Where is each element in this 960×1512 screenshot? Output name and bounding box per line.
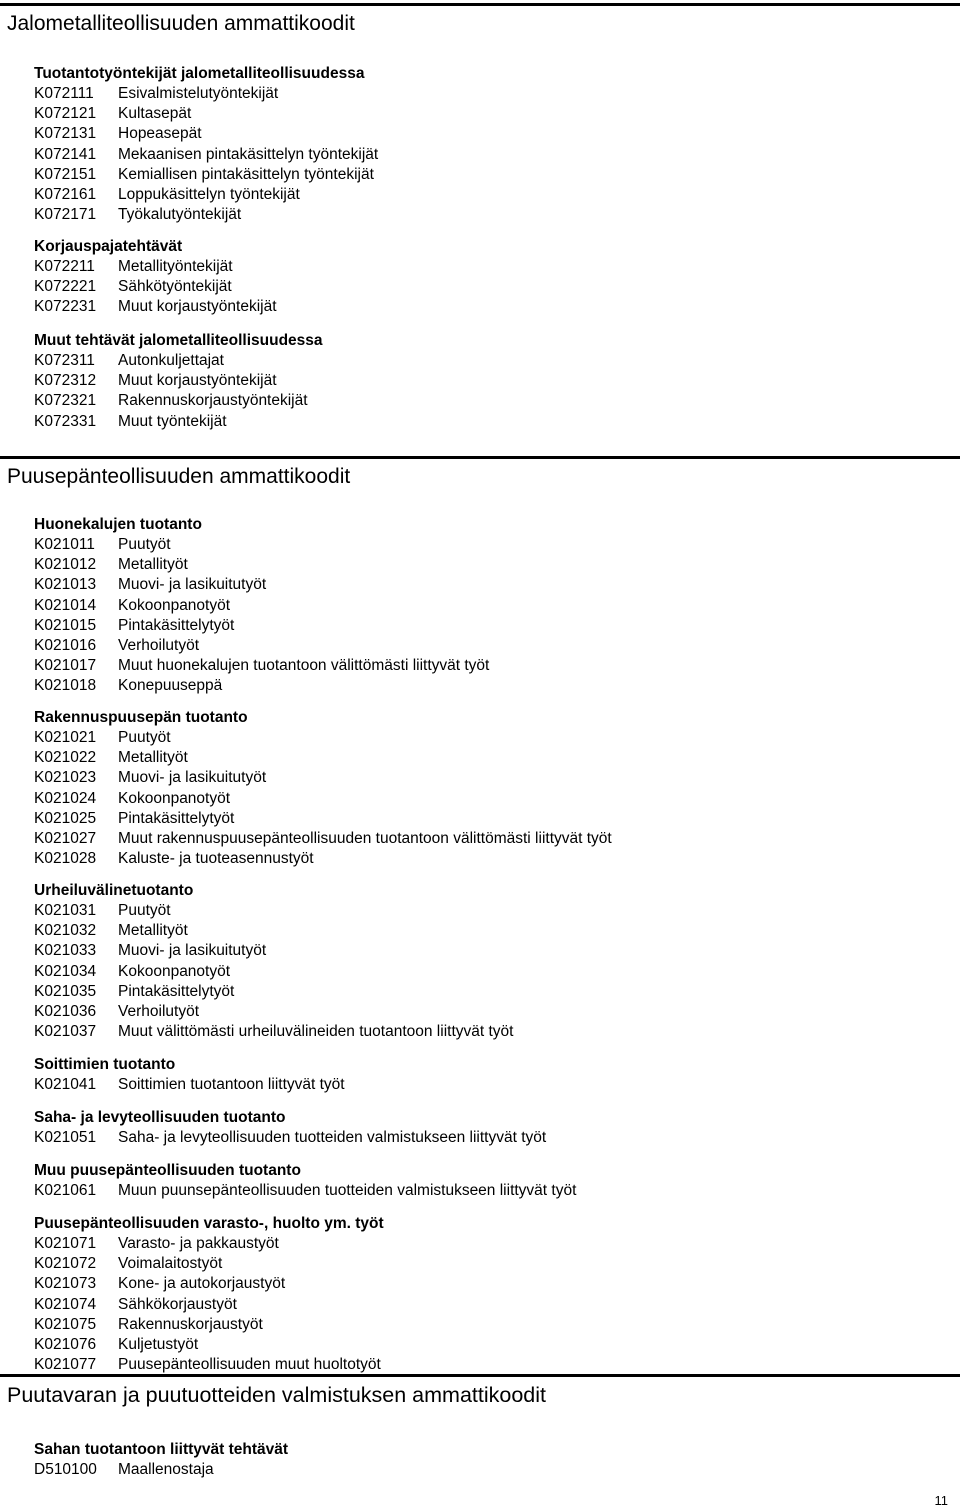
code-row (34, 1234, 384, 1254)
occupation-label: Metallityöt (118, 556, 188, 574)
occupation-label: Pintakäsittelytyöt (118, 616, 235, 634)
code-row (34, 1022, 513, 1042)
group-title: Puusepänteollisuuden varasto-, huolto ym. työt (34, 1215, 384, 1232)
code-row (34, 1274, 384, 1294)
occupation-code: K021071 (34, 1235, 97, 1252)
code-row (34, 1002, 513, 1022)
occupation-label: Pintakäsittelytyöt (118, 809, 235, 827)
group-title: Tuotantotyöntekijät jalometalliteollisuudessa (34, 65, 365, 82)
code-row (34, 941, 513, 961)
code-row (34, 575, 489, 595)
code-row (34, 789, 612, 809)
code-row (34, 257, 277, 277)
code-row (34, 185, 378, 205)
code-row (34, 165, 378, 185)
occupation-code: K021025 (34, 809, 97, 827)
occupation-label: Muut työntekijät (118, 412, 227, 430)
code-row (34, 1128, 546, 1148)
code-row (34, 124, 378, 144)
occupation-code: K072151 (34, 165, 97, 183)
code-row (34, 962, 513, 982)
occupation-code: K021051 (34, 1129, 97, 1146)
code-row (34, 596, 489, 616)
occupation-code: K072171 (34, 206, 97, 224)
group-title: Soittimien tuotanto (34, 1056, 176, 1073)
code-row (34, 1355, 384, 1375)
occupation-label: Muut välittömästi urheiluvälineiden tuotantoon liittyvät työt (118, 1023, 514, 1041)
section-heading: Jalometalliteollisuuden ammattikoodit (0, 3, 960, 33)
occupation-label: Kaluste- ja tuoteasennustyöt (118, 850, 314, 868)
occupation-label: Muovi- ja lasikuitutyöt (118, 576, 267, 594)
occupation-code: K021035 (34, 982, 97, 1000)
occupation-code: K021017 (34, 657, 97, 675)
occupation-label: Maallenostaja (118, 1461, 214, 1478)
occupation-label: Pintakäsittelytyöt (118, 982, 235, 1000)
occupation-label: Muun puunsepänteollisuuden tuotteiden valmistukseen liittyvät työt (118, 1182, 577, 1199)
code-row (34, 1254, 384, 1274)
occupation-code: K021073 (34, 1275, 97, 1293)
occupation-label: Metallityöt (118, 922, 188, 940)
occupation-code: K072211 (34, 258, 95, 275)
occupation-code: K021033 (34, 942, 97, 960)
occupation-label: Metallityöt (118, 749, 188, 767)
code-row (34, 371, 323, 391)
occupation-label: Kokoonpanotyöt (118, 962, 231, 980)
occupation-code: K021037 (34, 1023, 97, 1041)
occupation-label: Verhoilutyöt (118, 1002, 199, 1020)
group-title: Muu puusepänteollisuuden tuotanto (34, 1162, 301, 1179)
occupation-code: K021077 (34, 1356, 97, 1374)
occupation-label: Kemiallisen pintakäsittelyn työntekijät (118, 165, 374, 183)
code-group (34, 331, 323, 432)
occupation-code: K072141 (34, 145, 97, 163)
occupation-label: Työkalutyöntekijät (118, 206, 242, 224)
code-row (34, 921, 513, 941)
occupation-label: Muut korjaustyöntekijät (118, 298, 277, 316)
group-title: Sahan tuotantoon liittyvät tehtävät (34, 1441, 289, 1458)
code-row (34, 809, 612, 829)
code-row (34, 1075, 345, 1095)
occupation-code: K072161 (34, 185, 97, 203)
code-group (34, 708, 612, 869)
occupation-label: Puutyöt (118, 536, 171, 553)
section-heading: Puutavaran ja puutuotteiden valmistuksen ammattikoodit (0, 1374, 960, 1404)
section-heading: Puusepänteollisuuden ammattikoodit (0, 456, 960, 486)
occupation-code: K021075 (34, 1315, 97, 1333)
occupation-label: Muut korjaustyöntekijät (118, 372, 277, 390)
group-title: Rakennuspuusepän tuotanto (34, 709, 248, 726)
code-group (34, 237, 277, 318)
group-title: Huonekalujen tuotanto (34, 516, 202, 533)
occupation-label: Puutyöt (118, 729, 171, 746)
occupation-label: Varasto- ja pakkaustyöt (118, 1235, 279, 1252)
occupation-label: Kuljetustyöt (118, 1335, 199, 1353)
occupation-label: Autonkuljettajat (118, 352, 224, 369)
occupation-label: Sähkötyöntekijät (118, 278, 232, 296)
code-row (34, 901, 513, 921)
code-group (34, 1440, 288, 1480)
code-row (34, 412, 323, 432)
occupation-code: K072111 (34, 85, 94, 102)
section (0, 3, 960, 430)
code-row (34, 104, 378, 124)
code-row (34, 277, 277, 297)
code-row (34, 849, 612, 869)
group-title: Saha- ja levyteollisuuden tuotanto (34, 1109, 286, 1126)
occupation-code: K021032 (34, 922, 97, 940)
occupation-code: K021022 (34, 749, 97, 767)
occupation-label: Sähkökorjaustyöt (118, 1295, 237, 1313)
occupation-label: Soittimien tuotantoon liittyvät työt (118, 1076, 345, 1093)
occupation-label: Muut huonekalujen tuotantoon välittömästi liittyvät työt (118, 657, 490, 675)
occupation-label: Saha- ja levyteollisuuden tuotteiden valmistukseen liittyvät työt (118, 1129, 547, 1146)
occupation-label: Puutyöt (118, 902, 171, 919)
code-row (34, 555, 489, 575)
code-row (34, 1295, 384, 1315)
code-group (34, 881, 513, 1042)
code-group (34, 515, 489, 697)
code-row (34, 1460, 288, 1480)
code-row (34, 728, 612, 748)
occupation-code: K021016 (34, 636, 97, 654)
occupation-code: K021012 (34, 556, 97, 574)
occupation-code: K021072 (34, 1255, 97, 1273)
occupation-label: Esivalmistelutyöntekijät (118, 85, 279, 102)
code-row (34, 1315, 384, 1335)
code-group (34, 1161, 576, 1201)
code-row (34, 205, 378, 225)
code-row (34, 145, 378, 165)
occupation-label: Verhoilutyöt (118, 636, 199, 654)
occupation-label: Muut rakennuspuusepänteollisuuden tuotantoon välittömästi liittyvät työt (118, 829, 612, 847)
code-row (34, 768, 612, 788)
code-group (34, 1214, 384, 1375)
occupation-code: K021031 (34, 902, 97, 919)
group-title: Urheiluvälinetuotanto (34, 882, 194, 899)
occupation-code: K021011 (34, 536, 95, 553)
occupation-code: K021018 (34, 677, 97, 695)
occupation-label: Rakennuskorjaustyöntekijät (118, 392, 308, 410)
occupation-label: Muovi- ja lasikuitutyöt (118, 942, 267, 960)
occupation-code: K021023 (34, 769, 97, 787)
occupation-label: Kultasepät (118, 105, 192, 123)
occupation-code: K072312 (34, 372, 97, 390)
occupation-code: K021074 (34, 1295, 97, 1313)
group-title: Korjauspajatehtävät (34, 238, 183, 255)
occupation-label: Kokoonpanotyöt (118, 596, 231, 614)
occupation-code: K072311 (34, 352, 95, 369)
occupation-label: Metallityöntekijät (118, 258, 233, 275)
occupation-code: K072131 (34, 125, 97, 143)
occupation-code: K072331 (34, 412, 97, 430)
code-row (34, 748, 612, 768)
occupation-code: K072221 (34, 278, 97, 296)
page-number: 11 (934, 1493, 948, 1508)
occupation-label: Konepuuseppä (118, 677, 223, 695)
occupation-code: K021015 (34, 616, 97, 634)
occupation-code: K072231 (34, 298, 97, 316)
code-row (34, 297, 277, 317)
occupation-label: Voimalaitostyöt (118, 1255, 223, 1273)
occupation-code: K021027 (34, 829, 97, 847)
occupation-label: Muovi- ja lasikuitutyöt (118, 769, 267, 787)
occupation-label: Mekaanisen pintakäsittelyn työntekijät (118, 145, 379, 163)
occupation-code: K021036 (34, 1002, 97, 1020)
occupation-code: K021028 (34, 850, 97, 868)
code-row (34, 351, 323, 371)
code-row (34, 676, 489, 696)
occupation-code: K021061 (34, 1182, 97, 1199)
occupation-code: D510100 (34, 1461, 97, 1478)
section (0, 1374, 960, 1478)
occupation-code: K072121 (34, 105, 97, 123)
code-group (34, 1108, 546, 1148)
code-row (34, 535, 489, 555)
occupation-label: Loppukäsittelyn työntekijät (118, 185, 300, 203)
code-row (34, 829, 612, 849)
occupation-code: K072321 (34, 392, 97, 410)
code-row (34, 1181, 576, 1201)
occupation-label: Kokoonpanotyöt (118, 789, 231, 807)
group-title: Muut tehtävät jalometalliteollisuudessa (34, 332, 323, 349)
occupation-code: K021076 (34, 1335, 97, 1353)
occupation-code: K021024 (34, 789, 97, 807)
occupation-code: K021021 (34, 729, 97, 746)
code-row (34, 982, 513, 1002)
code-group (34, 1055, 345, 1095)
occupation-label: Rakennuskorjaustyöt (118, 1315, 263, 1333)
code-row (34, 636, 489, 656)
occupation-code: K021014 (34, 596, 97, 614)
occupation-code: K021034 (34, 962, 97, 980)
code-row (34, 391, 323, 411)
code-row (34, 84, 378, 104)
code-row (34, 616, 489, 636)
occupation-label: Hopeasepät (118, 125, 202, 143)
occupation-code: K021013 (34, 576, 97, 594)
occupation-label: Puusepänteollisuuden muut huoltotyöt (118, 1356, 381, 1374)
section (0, 456, 960, 1374)
code-group (34, 64, 378, 225)
occupation-label: Kone- ja autokorjaustyöt (118, 1275, 286, 1293)
code-row (34, 1335, 384, 1355)
code-row (34, 656, 489, 676)
occupation-code: K021041 (34, 1076, 97, 1093)
